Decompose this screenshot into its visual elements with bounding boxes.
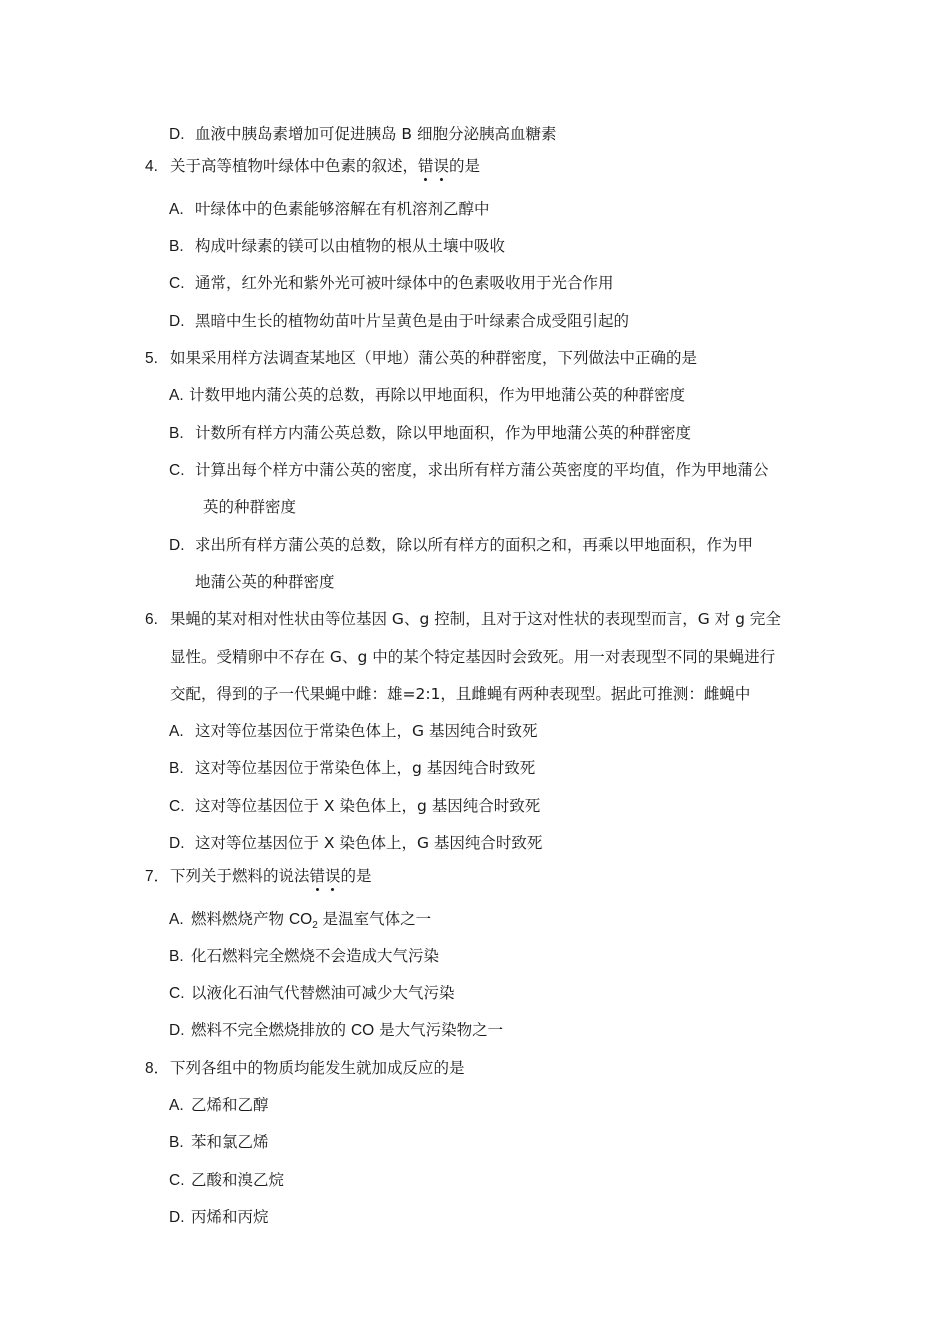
option-label: A. <box>169 1097 184 1114</box>
q6-stem-cont <box>170 684 750 704</box>
emphasis-char: 误 <box>433 157 450 175</box>
q5-option-c-cont <box>203 497 296 517</box>
option-text: 燃料不完全燃烧排放的 <box>191 1021 351 1039</box>
emphasis-char: 误 <box>325 867 341 885</box>
option-label: B. <box>169 760 184 777</box>
stem-text: 的是 <box>449 157 481 175</box>
option-label: A. <box>169 387 184 404</box>
stem-text: 的是 <box>340 867 372 885</box>
option-text: 构成叶绿素的镁可以由植物的根从土壤中吸收 <box>195 237 506 255</box>
stem-text: 下列关于燃料的说法 <box>170 867 310 885</box>
option-label: B. <box>169 425 184 442</box>
option-text: 乙酸和溴乙烷 <box>191 1171 285 1189</box>
option-label: D. <box>169 126 185 143</box>
option-text: 地蒲公英的种群密度 <box>195 573 335 591</box>
q4-stem <box>145 156 480 177</box>
option-label: C. <box>169 798 185 815</box>
q5-option-d-cont <box>195 572 335 592</box>
question-number: 7． <box>145 868 170 885</box>
option-label: D. <box>169 835 185 852</box>
option-text: 乙烯和乙醇 <box>191 1096 269 1114</box>
q8-stem <box>145 1058 465 1079</box>
q5-stem <box>145 348 697 369</box>
option-text: 通常，红外光和紫外光可被叶绿体中的色素吸收用于光合作用 <box>195 274 614 292</box>
option-text: 计算出每个样方中蒲公英的密度，求出所有样方蒲公英密度的平均值，作为甲地蒲公 <box>195 461 769 479</box>
formula-subscript: 2 <box>312 920 318 931</box>
q6-stem <box>145 609 781 630</box>
formula-co: CO <box>350 1022 375 1039</box>
q4-option-b <box>169 236 505 257</box>
q4-option-a <box>169 199 490 220</box>
option-text: 黑暗中生长的植物幼苗叶片呈黄色是由于叶绿素合成受阻引起的 <box>195 312 630 330</box>
option-text: 这对等位基因位于常染色体上，G 基因纯合时致死 <box>195 722 538 740</box>
option-text: 以液化石油气代替燃油可减少大气污染 <box>191 984 455 1002</box>
q3-option-d <box>169 124 557 145</box>
option-text: 这对等位基因位于常染色体上，g 基因纯合时致死 <box>195 759 536 777</box>
option-label: C. <box>169 275 185 292</box>
q6-stem-cont <box>170 647 775 667</box>
option-label: A. <box>169 911 184 928</box>
formula-co2 <box>288 911 318 931</box>
stem-text: 果蝇的某对相对性状由等位基因 G、g 控制，且对于这对性状的表现型而言，G 对 g 完全 <box>170 610 781 628</box>
option-text: 血液中胰岛素增加可促进胰岛 B 细胞分泌胰高血糖素 <box>195 125 557 143</box>
option-text: 计数甲地内蒲公英的总数，再除以甲地面积，作为甲地蒲公英的种群密度 <box>189 386 686 404</box>
option-text: 计数所有样方内蒲公英总数，除以甲地面积，作为甲地蒲公英的种群密度 <box>195 424 692 442</box>
question-number: 8． <box>145 1060 170 1077</box>
q5-option-b <box>169 423 691 444</box>
option-text: 是温室气体之一 <box>317 910 432 928</box>
option-label: D. <box>169 537 185 554</box>
question-number: 6. <box>145 611 158 628</box>
option-label: B. <box>169 1134 184 1151</box>
option-text: 叶绿体中的色素能够溶解在有机溶剂乙醇中 <box>195 200 490 218</box>
option-label: A. <box>169 723 184 740</box>
formula-text: CO <box>288 911 313 928</box>
option-label: C. <box>169 462 185 479</box>
option-label: B. <box>169 238 184 255</box>
stem-text: 交配，得到的子一代果蝇中雌：雄=2:1，且雌蝇有两种表现型。据此可推测：雌蝇中 <box>170 685 751 703</box>
question-number: 5. <box>145 350 158 367</box>
q4-option-d <box>169 311 629 332</box>
q7-option-a <box>169 909 431 930</box>
q7-stem <box>145 866 372 887</box>
option-label: A. <box>169 201 184 218</box>
question-number: 4. <box>145 158 158 175</box>
option-label: D. <box>169 313 185 330</box>
emphasis-char: 错 <box>418 157 434 175</box>
option-text: 是大气污染物之一 <box>374 1021 504 1039</box>
q5-option-d <box>169 535 753 556</box>
option-label: C. <box>169 1172 185 1189</box>
q7-option-c <box>169 983 455 1004</box>
q6-option-b <box>169 758 535 779</box>
q6-option-d <box>169 833 542 854</box>
option-label: D. <box>169 1209 185 1226</box>
option-label: D. <box>169 1022 185 1039</box>
q8-option-a <box>169 1095 269 1116</box>
option-text: 这对等位基因位于 X 染色体上，G 基因纯合时致死 <box>195 834 543 852</box>
emphasis-char: 错 <box>309 867 326 885</box>
stem-text: 显性。受精卵中不存在 G、g 中的某个特定基因时会致死。用一对表现型不同的果蝇进行 <box>170 648 776 666</box>
q5-option-a <box>169 385 685 406</box>
option-text: 英的种群密度 <box>203 498 297 516</box>
q7-option-d <box>169 1020 503 1041</box>
option-text: 苯和氯乙烯 <box>191 1133 269 1151</box>
option-text: 求出所有样方蒲公英的总数，除以所有样方的面积之和，再乘以甲地面积，作为甲 <box>195 536 754 554</box>
q7-option-b <box>169 946 439 967</box>
q5-option-c <box>169 460 769 481</box>
q6-option-c <box>169 796 540 817</box>
option-text: 化石燃料完全燃烧不会造成大气污染 <box>191 947 440 965</box>
stem-text: 关于高等植物叶绿体中色素的叙述， <box>170 157 419 175</box>
option-text: 这对等位基因位于 X 染色体上，g 基因纯合时致死 <box>195 797 541 815</box>
q8-option-c <box>169 1170 284 1191</box>
stem-text: 下列各组中的物质均能发生就加成反应的是 <box>170 1059 465 1077</box>
q4-option-c <box>169 273 614 294</box>
q8-option-b <box>169 1132 269 1153</box>
q6-option-a <box>169 721 537 742</box>
option-text: 燃料燃烧产物 <box>191 910 289 928</box>
stem-text: 如果采用样方法调查某地区（甲地）蒲公英的种群密度，下列做法中正确的是 <box>170 349 698 367</box>
option-text: 丙烯和丙烷 <box>191 1208 269 1226</box>
q8-option-d <box>169 1207 269 1228</box>
option-label: B. <box>169 948 184 965</box>
option-label: C. <box>169 985 185 1002</box>
